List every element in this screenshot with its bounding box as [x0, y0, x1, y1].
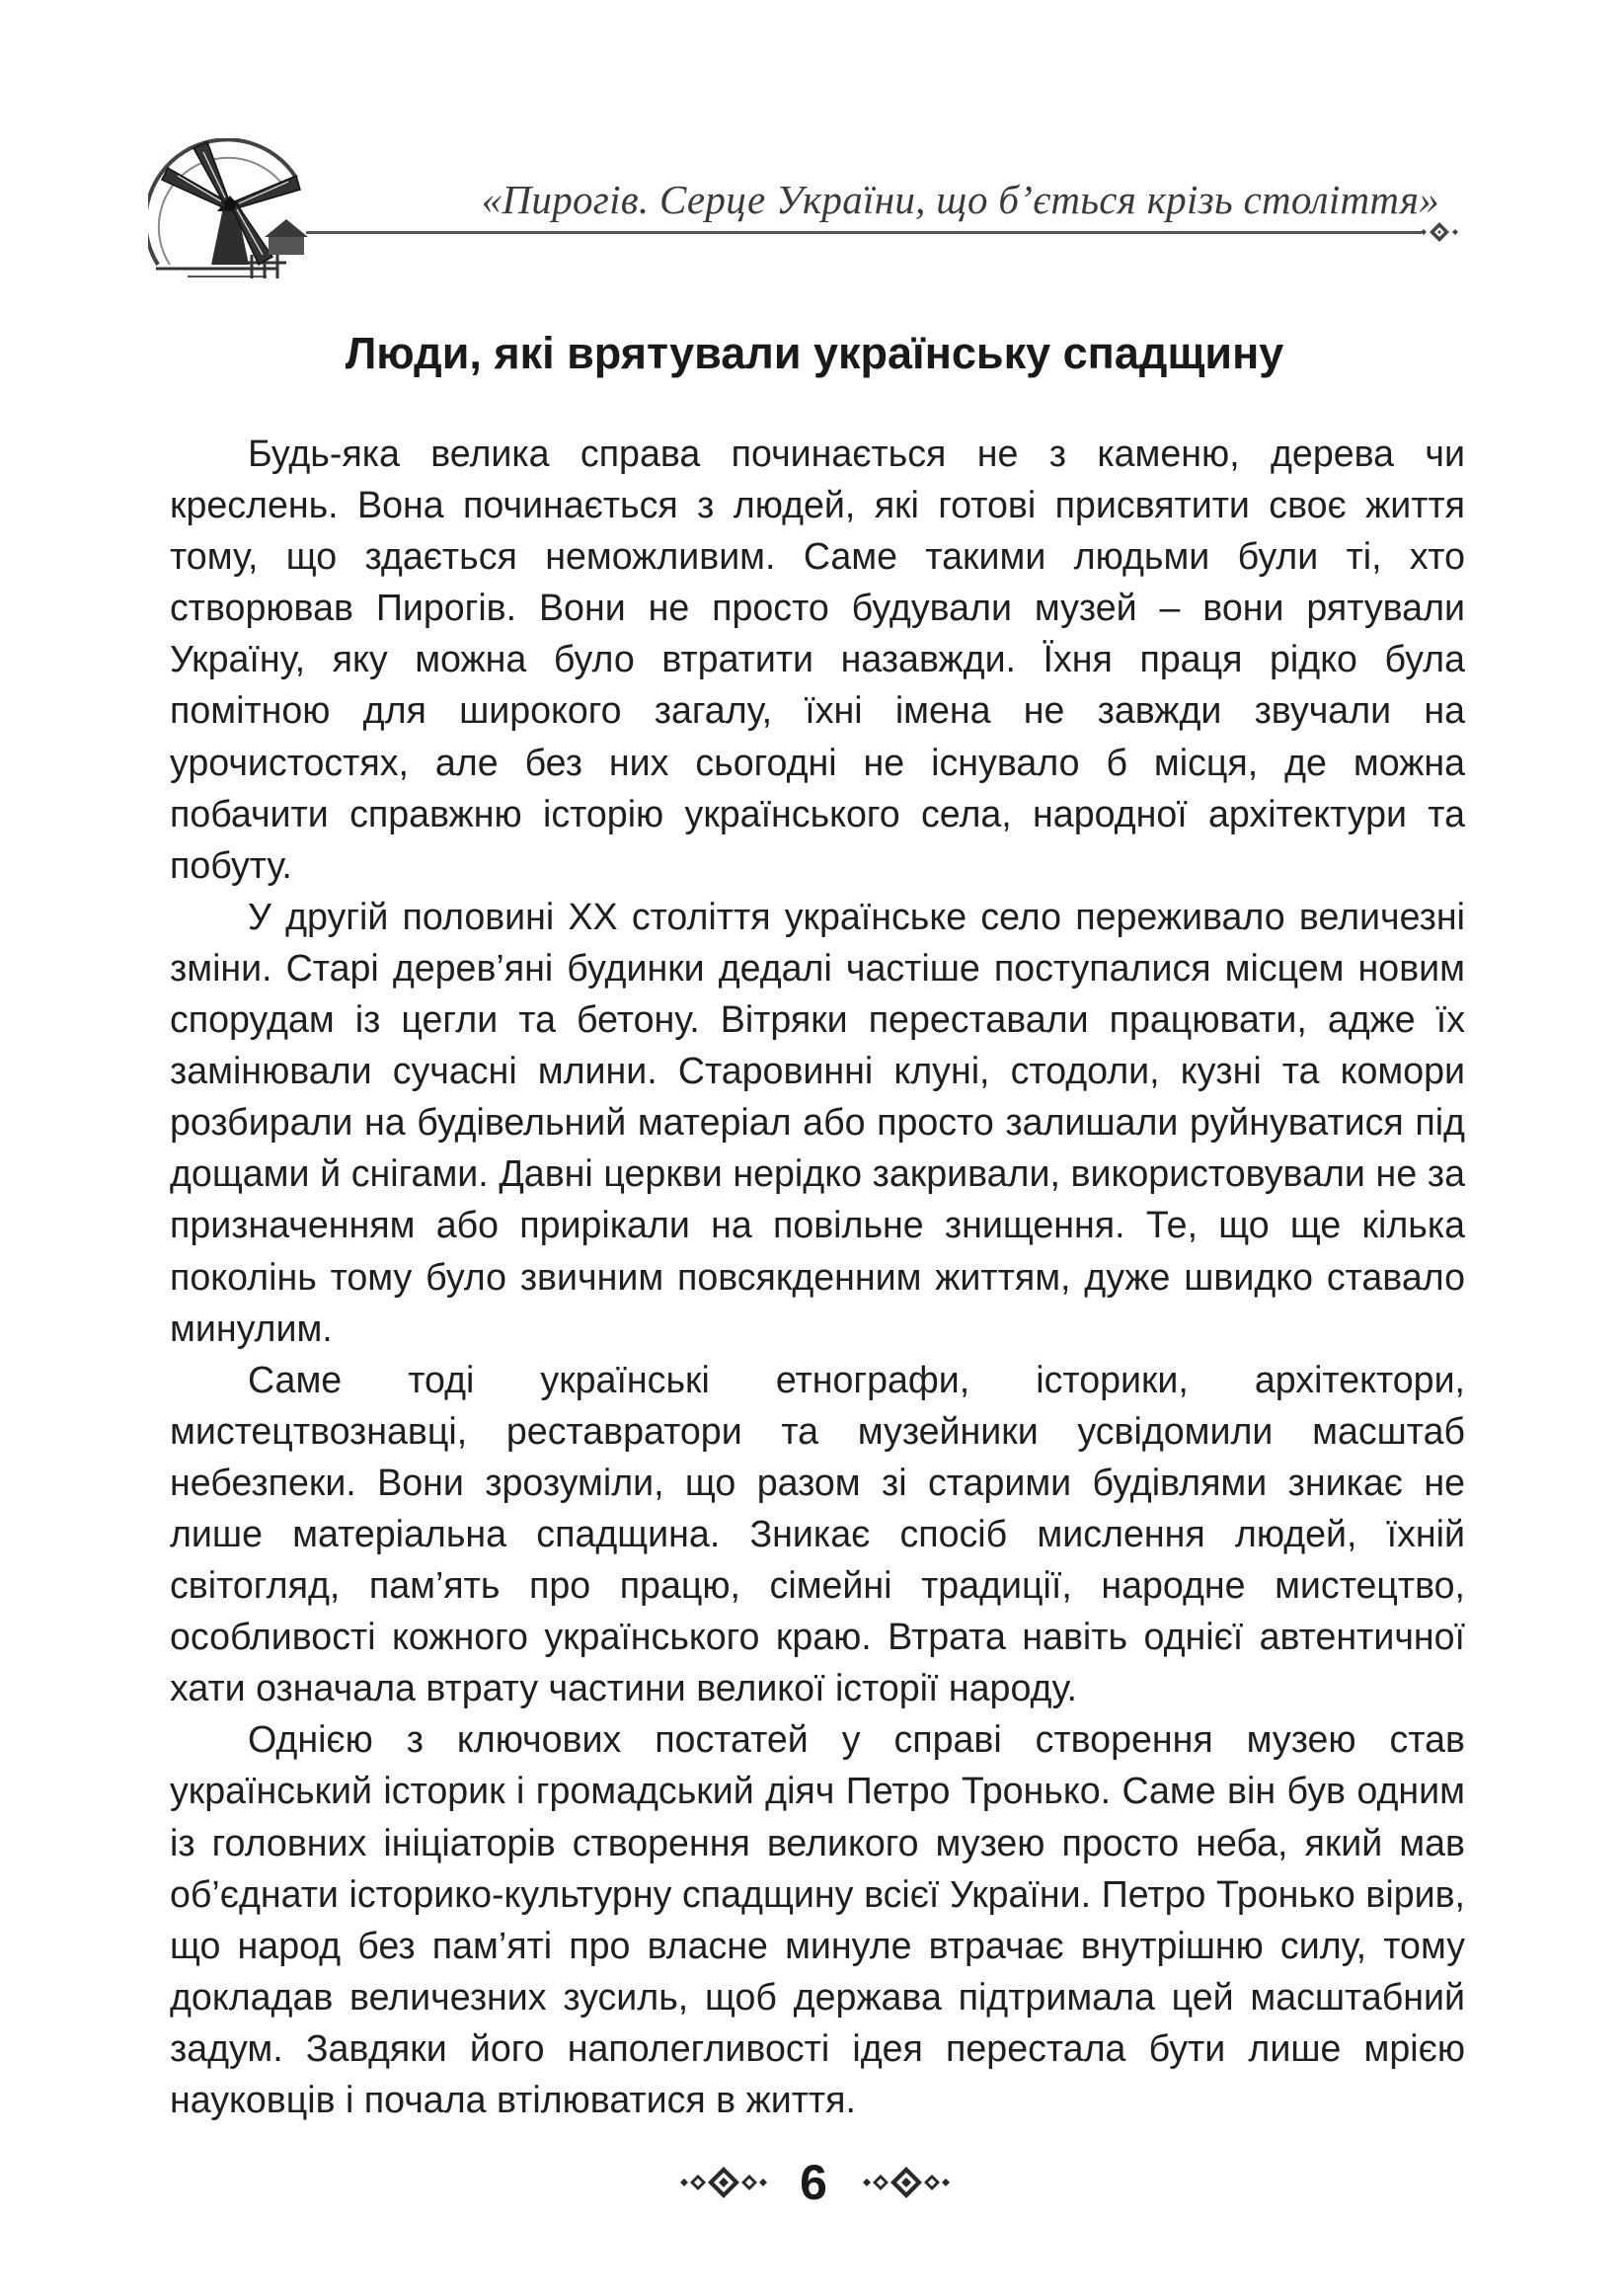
article-body	[170, 428, 1465, 2125]
page-footer	[0, 2153, 1624, 2212]
page-number: 6	[800, 2155, 827, 2210]
header-divider	[306, 231, 1422, 234]
running-header	[148, 138, 1461, 286]
paragraph: У другій половині XX століття українське село переживало величезні зміни. Старі дерев’яні будинки дедалі частіше поступалися місцем новим спорудам із цегли та бетону. Вітряки переставали працювати, адже їх замінювали сучасні млини. Старовинні клуні, стодоли, кузні та комори розбирали на будівельний матеріал або просто залишали руйнуватися під дощами й снігами. Давні церкви нерідко закривали, використовували не за призначенням або прирікали на повільне знищення. Те, що ще кілька поколінь тому було звичним повсякденним життям, дуже швидко ставало минулим.	[170, 895, 1465, 1349]
page-title: Люди, які врятували українську спадщину	[345, 328, 1284, 378]
paragraph: Саме тоді українські етнографи, історики, архітектори, мистецтвознавці, реставратори та музейники усвідомили масштаб небезпеки. Вони зрозуміли, що разом зі старими будівлями зникає не лише матеріальна спадщина. Зникає спосіб мислення людей, їхній світогляд, пам’ять про працю, сімейні традиції, народне мистецтво, особливості кожного українського краю. Втрата навіть однієї автентичної хати означала втрату частини великої історії народу.	[170, 1358, 1465, 1709]
paragraph: Будь-яка велика справа починається не з каменю, дерева чи креслень. Вона починається з людей, які готові присвятити своє життя тому, що здається неможливим. Саме такими людьми були ті, хто створював Пирогів. Вони не просто будували музей – вони рятували Україну, яку можна було втратити назавжди. Їхня праця рідко була помітною для широкого загалу, їхні імена не завжди звучали на урочистостях, але без них сьогодні не існувало б місця, де можна побачити справжню історію українського села, народної архітектури та побуту.	[170, 433, 1465, 886]
windmill-emblem-icon	[148, 138, 326, 286]
diamond-ornament-icon	[676, 2163, 771, 2202]
diamond-ornament-icon	[1418, 220, 1461, 244]
paragraph: Однією з ключових постатей у справі створення музею став український історик і громадський діяч Петро Тронько. Саме він був одним із головних ініціаторів створення великого музею просто неба, який мав об’єднати історико-культурну спадщину всієї України. Петро Тронько вірив, що народ без пам’яті про власне минуле втрачає внутрішню силу, тому докладав величезних зусиль, щоб держава підтримала цей масштабний задум. Завдяки його наполегливості ідея перестала бути лише мрією науковців і почала втілюватися в життя.	[170, 1718, 1465, 2120]
diamond-ornament-icon	[859, 2163, 954, 2202]
running-header-title: «Пирогів. Серце України, що б’ється крізь століття»	[481, 177, 1439, 222]
